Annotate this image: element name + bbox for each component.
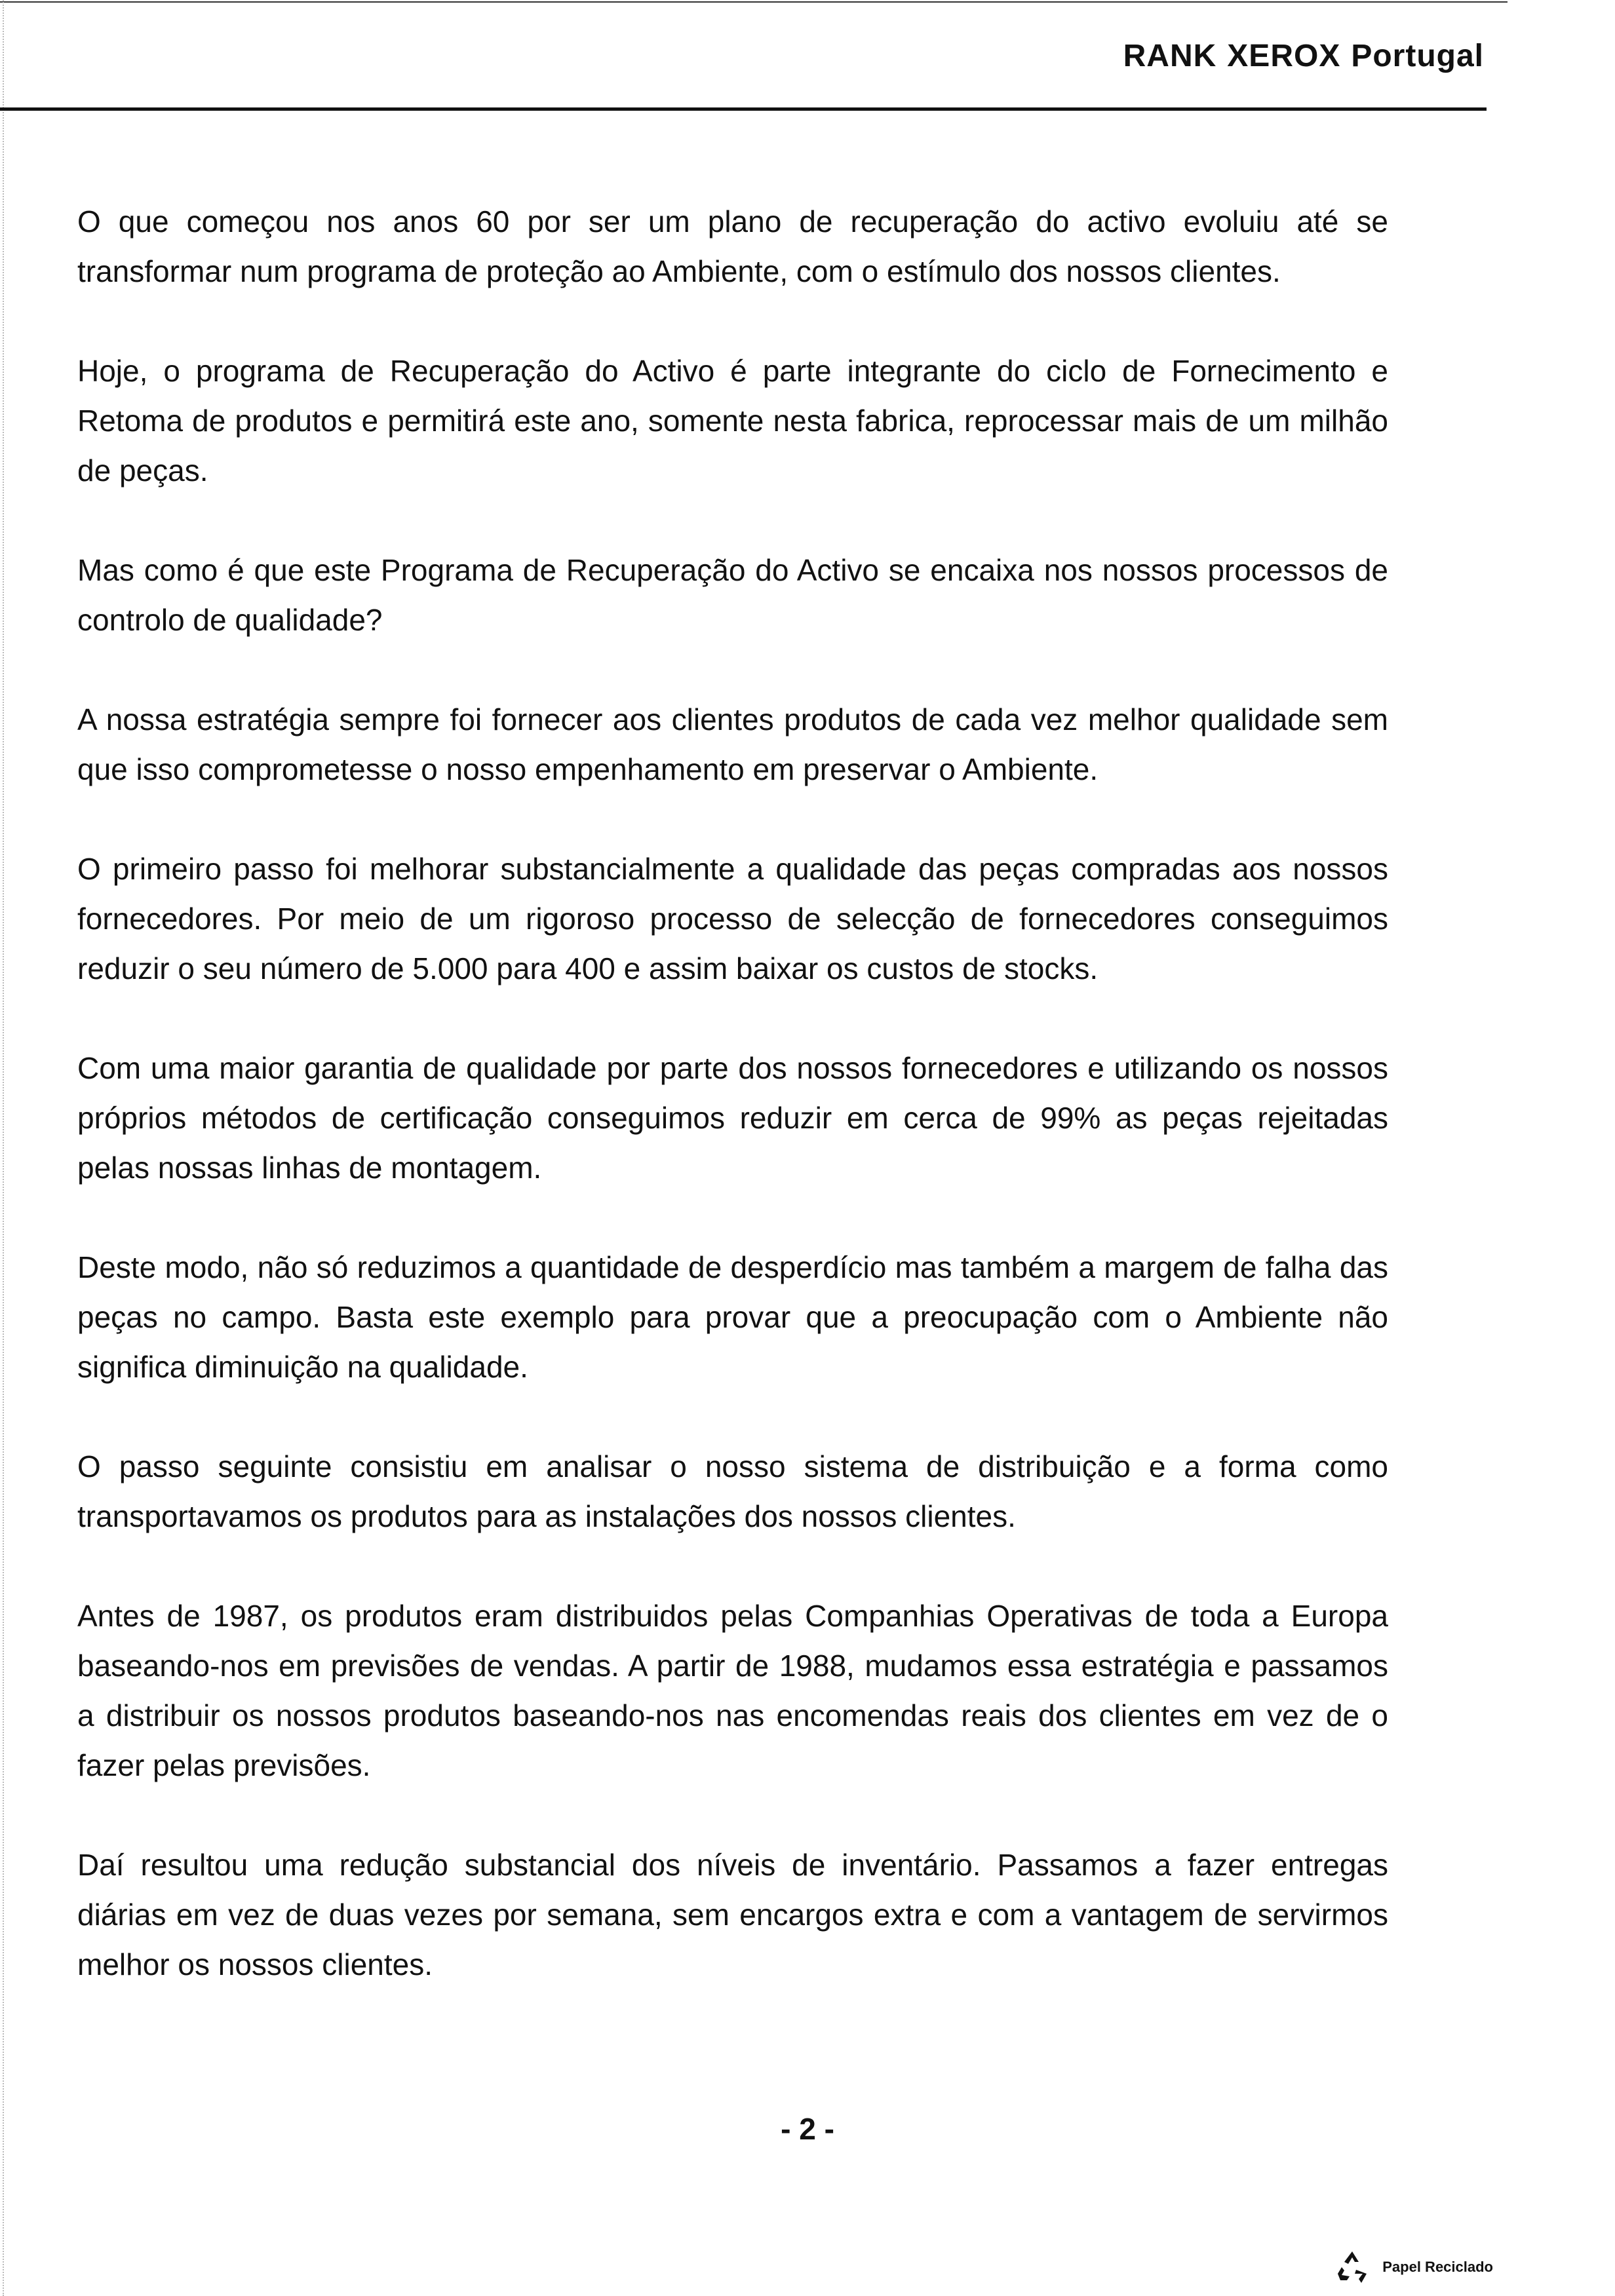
paragraph: O primeiro passo foi melhorar substancialmente a qualidade das peças compradas aos nossos fornecedores. Por meio de um rigoroso processo de selecção de fornecedores conseguimos reduzir o seu número de 5.000 para 400 e assim baixar os custos de stocks. xyxy=(77,852,1388,985)
company-header xyxy=(1123,38,1484,74)
paragraph: A nossa estratégia sempre foi fornecer aos clientes produtos de cada vez melhor qualidade sem que isso comprometesse o nosso empenhamento em preservar o Ambiente. xyxy=(77,702,1388,786)
recycled-paper-label: Papel Reciclado xyxy=(1382,2259,1493,2275)
paragraph: Com uma maior garantia de qualidade por parte dos nossos fornecedores e utilizando os nossos próprios métodos de certificação conseguimos reduzir em cerca de 99% as peças rejeitadas pelas nossas linhas de montagem. xyxy=(77,1051,1388,1185)
paragraph: Deste modo, não só reduzimos a quantidade de desperdício mas também a margem de falha das peças no campo. Basta este exemplo para provar que a preocupação com o Ambiente não significa diminuição na qualidade. xyxy=(77,1250,1388,1384)
recycle-icon xyxy=(1333,2248,1372,2287)
paragraph: Mas como é que este Programa de Recuperação do Activo se encaixa nos nossos processos de controlo de qualidade? xyxy=(77,553,1388,637)
paragraph: Antes de 1987, os produtos eram distribuidos pelas Companhias Operativas de toda a Europa baseando-nos em previsões de vendas. A partir de 1988, mudamos essa estratégia e passamos a distribuir os nossos produtos baseando-nos nas encomendas reais dos clientes em vez de o fazer pelas previsões. xyxy=(77,1599,1388,1782)
paragraph: Daí resultou uma redução substancial dos níveis de inventário. Passamos a fazer entregas diárias em vez de duas vezes por semana, sem encargos extra e com a vantagem de servirmos melhor os nossos clientes. xyxy=(77,1848,1388,1981)
brand-xerox: XEROX xyxy=(1227,39,1341,73)
page-number: - 2 - xyxy=(781,2112,834,2146)
page-left-edge xyxy=(3,0,4,2296)
page-header xyxy=(0,0,1615,118)
paragraph: O que começou nos anos 60 por ser um plano de recuperação do activo evoluiu até se transformar num programa de proteção ao Ambiente, com o estímulo dos nossos clientes. xyxy=(77,204,1388,288)
paragraph: O passo seguinte consistiu em analisar o nosso sistema de distribuição e a forma como transportavamos os produtos para as instalações dos nossos clientes. xyxy=(77,1449,1388,1533)
paragraph: Hoje, o programa de Recuperação do Activo é parte integrante do ciclo de Fornecimento e Retoma de produtos e permitirá este ano, somente nesta fabrica, reprocessar mais de um milhão de peças. xyxy=(77,354,1388,488)
brand-rank: RANK xyxy=(1123,39,1217,73)
document-body xyxy=(77,197,1388,2039)
brand-country: Portugal xyxy=(1351,39,1484,73)
recycled-paper-badge xyxy=(1333,2248,1493,2287)
header-divider xyxy=(0,107,1487,111)
